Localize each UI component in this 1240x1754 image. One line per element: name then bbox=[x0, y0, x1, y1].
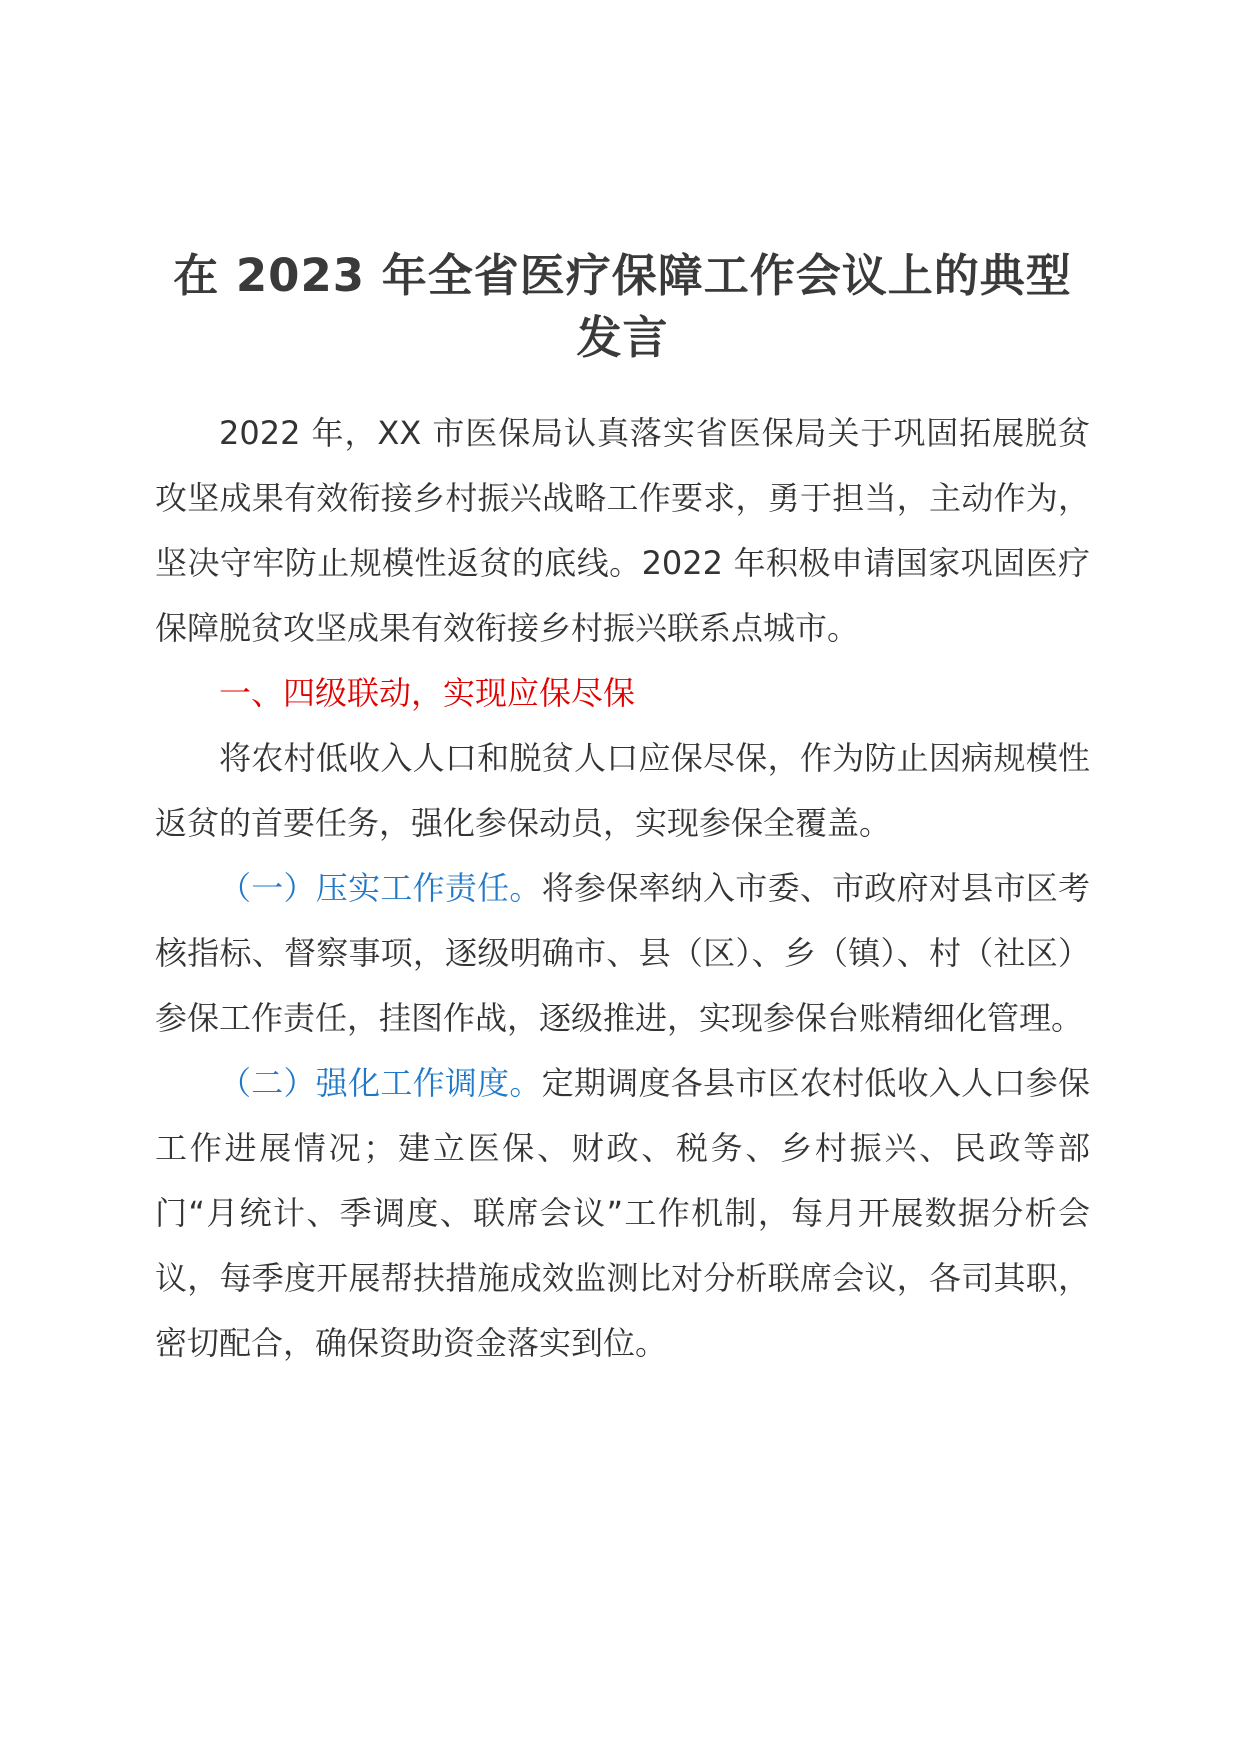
section-paragraph: 将农村低收入人口和脱贫人口应保尽保，作为防止因病规模性返贫的首要任务，强化参保动员，实现参保全覆盖。 bbox=[155, 739, 1090, 842]
subsection-body-2: 定期调度各县市区农村低收入人口参保工作进展情况；建立医保、财政、税务、乡村振兴、民政等部门“月统计、季调度、联席会议”工作机制，每月开展数据分析会议，每季度开展帮扶措施成效监测比对分析联席会议，各司其职，密切配合，确保资助资金落实到位。 bbox=[155, 1064, 1090, 1362]
document-title: 在 2023 年全省医疗保障工作会议上的典型发言 bbox=[173, 249, 1072, 364]
subsection-heading-1: （一）压实工作责任。 bbox=[219, 869, 542, 907]
subsection-body-1: 将参保率纳入市委、市政府对县市区考核指标、督察事项，逐级明确市、县（区）、乡（镇）、村（社区）参保工作责任，挂图作战，逐级推进，实现参保台账精细化管理。 bbox=[155, 869, 1090, 1037]
subsection-paragraph-2 bbox=[155, 1051, 1090, 1376]
document-page bbox=[155, 245, 1090, 1376]
subsection-paragraph-1 bbox=[155, 856, 1090, 1051]
section-heading: 一、四级联动，实现应保尽保 bbox=[219, 674, 636, 712]
intro-paragraph: 2022 年，XX 市医保局认真落实省医保局关于巩固拓展脱贫攻坚成果有效衔接乡村振兴战略工作要求，勇于担当，主动作为，坚决守牢防止规模性返贫的底线。2022 年积极申请国家巩固医疗保障脱贫攻坚成果有效衔接乡村振兴联系点城市。 bbox=[155, 414, 1090, 647]
subsection-heading-2: （二）强化工作调度。 bbox=[219, 1064, 542, 1102]
